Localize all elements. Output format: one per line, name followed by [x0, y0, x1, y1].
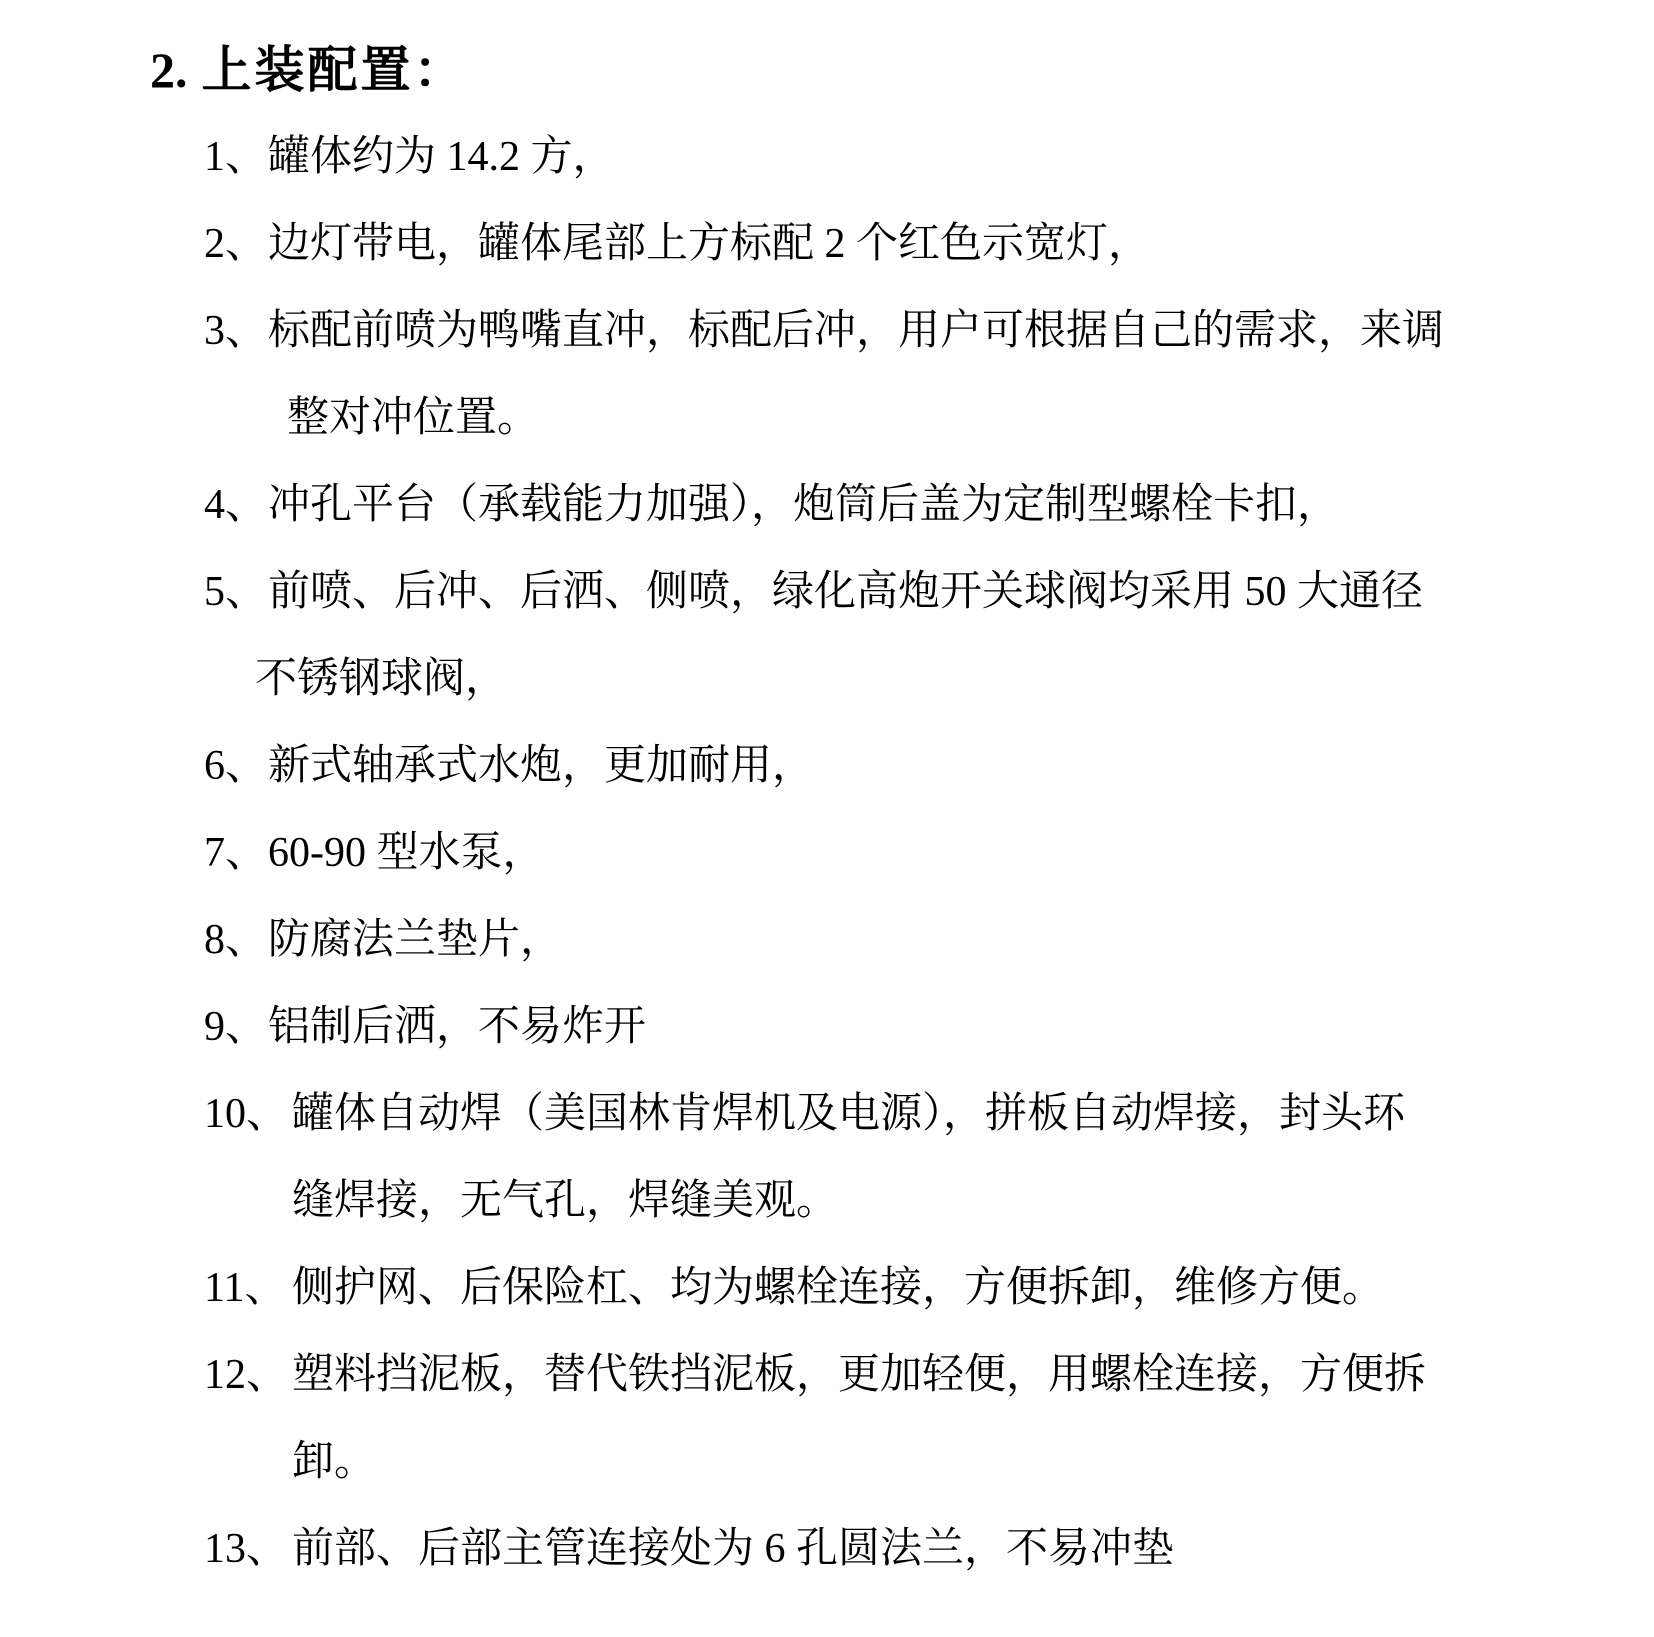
list-item: [204, 462, 1654, 549]
list-item-number: 3、: [204, 308, 268, 354]
list-item: [204, 984, 1654, 1071]
list-item-text: 防腐法兰垫片，: [268, 917, 563, 963]
list-item-number: 8、: [204, 917, 268, 963]
list-item: [204, 114, 1654, 201]
list-item-line: [204, 1071, 1654, 1158]
list-item-line: [204, 462, 1654, 549]
list-item: [204, 723, 1654, 810]
list-item-line: [204, 114, 1654, 201]
list-item-number: 12、: [204, 1352, 289, 1398]
list-item-text: 60-90 型水泵，: [268, 830, 545, 876]
list-item-number: 2、: [204, 221, 268, 267]
section-heading: [0, 27, 1654, 114]
list-item-number: 6、: [204, 743, 268, 789]
list-item-number: 4、: [204, 482, 268, 528]
list-item-text: 前喷、后冲、后洒、侧喷，绿化高炮开关球阀均采用 50 大通径: [268, 569, 1424, 615]
list-item-number: 1、: [204, 134, 268, 180]
list-item-text: 边灯带电，罐体尾部上方标配 2 个红色示宽灯，: [268, 221, 1151, 267]
list-item-text: 罐体自动焊（美国林肯焊机及电源），拼板自动焊接，封头环: [292, 1091, 1406, 1137]
list-item-line: [204, 201, 1654, 288]
list-item-wrapped-line: 不锈钢球阀，: [255, 656, 508, 702]
list-item-number: 11、: [204, 1265, 287, 1311]
list-item-number: 5、: [204, 569, 268, 615]
list-item-line: [204, 810, 1654, 897]
list-item: [204, 810, 1654, 897]
list-item: [204, 549, 1654, 723]
section-heading-number: 2.: [150, 42, 188, 98]
configuration-list: [0, 114, 1654, 1593]
list-item-number: 7、: [204, 830, 268, 876]
list-item-line: [204, 1506, 1654, 1593]
list-item: [204, 1071, 1654, 1245]
list-item: [204, 201, 1654, 288]
list-item-text: 冲孔平台（承载能力加强），炮筒后盖为定制型螺栓卡扣，: [268, 482, 1340, 528]
list-item: [204, 1506, 1654, 1593]
list-item: [204, 1332, 1654, 1506]
list-item-line: [204, 723, 1654, 810]
list-item-line: [204, 1332, 1654, 1419]
list-item-number: 13、: [204, 1526, 289, 1572]
list-item-line: [204, 897, 1654, 984]
list-item-text: 前部、后部主管连接处为 6 孔圆法兰，不易冲垫: [292, 1526, 1175, 1572]
list-item-wrapped-line: 缝焊接，无气孔，焊缝美观。: [292, 1178, 839, 1224]
list-item: [204, 1245, 1654, 1332]
list-item-text: 侧护网、后保险杠、均为螺栓连接，方便拆卸，维修方便。: [292, 1265, 1385, 1311]
list-item: [204, 897, 1654, 984]
list-item-text: 标配前喷为鸭嘴直冲，标配后冲，用户可根据自己的需求，来调: [268, 308, 1445, 354]
list-item-number: 10、: [204, 1091, 289, 1137]
list-item: [204, 288, 1654, 462]
section-heading-title: 上装配置：: [201, 42, 467, 98]
list-item-text: 铝制后洒，不易炸开: [268, 1004, 647, 1050]
list-item-wrapped-line: 整对冲位置。: [287, 395, 540, 441]
list-item-line: [204, 549, 1654, 636]
list-item-text: 塑料挡泥板，替代铁挡泥板，更加轻便，用螺栓连接，方便拆: [292, 1352, 1427, 1398]
list-item-line: [204, 984, 1654, 1071]
list-item-text: 新式轴承式水炮，更加耐用，: [268, 743, 815, 789]
list-item-wrapped-line: 卸。: [292, 1439, 377, 1485]
list-item-text: 罐体约为 14.2 方，: [268, 134, 615, 180]
list-item-line: [204, 288, 1654, 375]
list-item-number: 9、: [204, 1004, 268, 1050]
list-item-line: [204, 1245, 1654, 1332]
